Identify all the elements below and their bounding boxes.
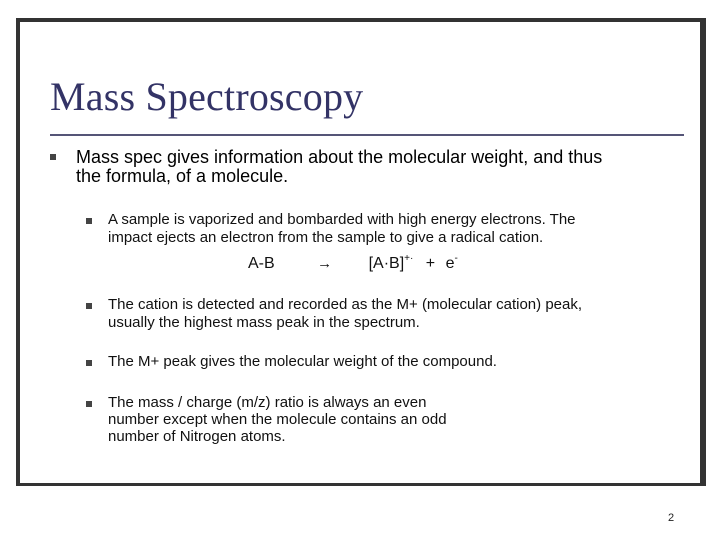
sub-point-4-line-2: number except when the molecule contains an odd bbox=[108, 411, 447, 428]
sub-point-1-line-1: A sample is vaporized and bombarded with high energy electrons. The bbox=[108, 211, 576, 228]
bullet-square-icon bbox=[86, 218, 92, 224]
bullet-square-icon bbox=[86, 401, 92, 407]
main-point-line-1: Mass spec gives information about the molecular weight, and thus bbox=[76, 147, 603, 167]
sub-point-4-line-3: number of Nitrogen atoms. bbox=[108, 428, 286, 445]
right-arrow-icon: → bbox=[317, 255, 333, 272]
sub-point-2-line-1: The cation is detected and recorded as the M+ (molecular cation) peak, bbox=[108, 296, 583, 313]
bullet-square-icon bbox=[86, 360, 92, 366]
equation-ion-text: [A·B] bbox=[368, 255, 405, 272]
equation-plus: + bbox=[425, 255, 436, 272]
equation-electron-text: e bbox=[445, 255, 455, 272]
sub-point-2-line-2: usually the highest mass peak in the spectrum. bbox=[108, 314, 420, 331]
title-divider bbox=[50, 134, 684, 136]
equation-ion-charge: +· bbox=[404, 253, 414, 264]
main-point-line-2: the formula, of a molecule. bbox=[76, 166, 289, 186]
slide-title: Mass Spectroscopy bbox=[50, 74, 364, 119]
equation-electron bbox=[446, 253, 458, 273]
page-number: 2 bbox=[668, 512, 675, 524]
bullet-square-icon bbox=[50, 154, 56, 160]
sub-point-4-line-1: The mass / charge (m/z) ratio is always an even bbox=[108, 394, 427, 411]
equation-electron-charge: - bbox=[454, 253, 458, 264]
equation-reactant: A-B bbox=[248, 255, 275, 272]
equation-radical-cation bbox=[369, 253, 414, 273]
bullet-square-icon bbox=[86, 303, 92, 309]
sub-point-3-line-1: The M+ peak gives the molecular weight of the compound. bbox=[108, 353, 497, 370]
sub-point-1-line-2: impact ejects an electron from the sample to give a radical cation. bbox=[108, 229, 544, 246]
ionization-equation bbox=[248, 253, 458, 273]
